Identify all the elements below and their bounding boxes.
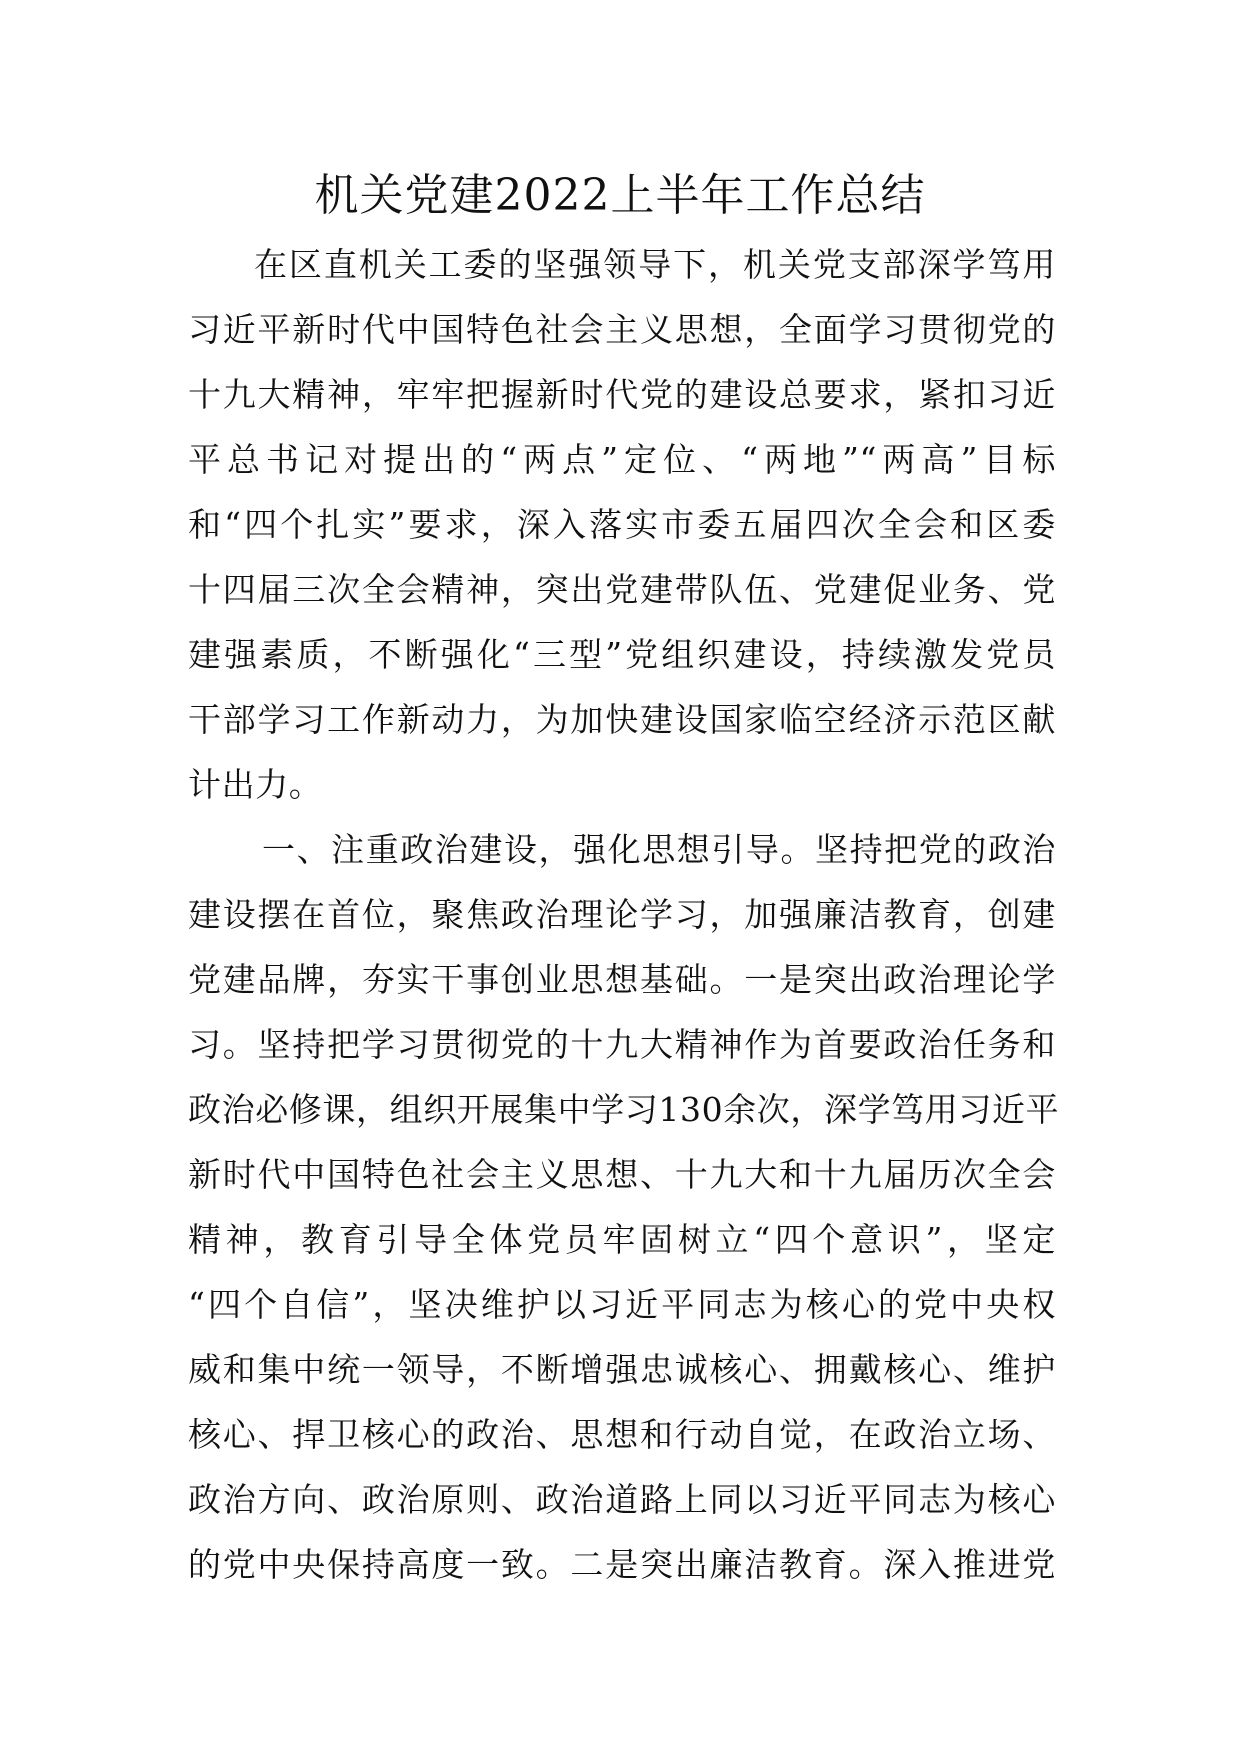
- paragraph-line: 核心、捍卫核心的政治、思想和行动自觉，在政治立场、: [188, 1415, 1056, 1454]
- document-body: [188, 232, 1060, 1597]
- paragraph-line: 威和集中统一领导，不断增强忠诚核心、拥戴核心、维护: [188, 1350, 1056, 1389]
- paragraph-line: 精神，教育引导全体党员牢固树立“四个意识”，坚定: [188, 1220, 1056, 1259]
- paragraph-line: 十四届三次全会精神，突出党建带队伍、党建促业务、党: [188, 570, 1056, 609]
- paragraph-line: 十九大精神，牢牢把握新时代党的建设总要求，紧扣习近: [188, 375, 1056, 414]
- paragraph-line: 党建品牌，夯实干事创业思想基础。一是突出政治理论学: [188, 960, 1056, 999]
- paragraph-line: 政治方向、政治原则、政治道路上同以习近平同志为核心: [188, 1480, 1056, 1519]
- paragraph-line: 建强素质，不断强化“三型”党组织建设，持续激发党员: [188, 635, 1056, 674]
- paragraph-line: 一、注重政治建设，强化思想引导。坚持把党的政治: [262, 830, 1056, 869]
- paragraph-line: 和“四个扎实”要求，深入落实市委五届四次全会和区委: [188, 505, 1056, 544]
- paragraph-line: 在区直机关工委的坚强领导下，机关党支部深学笃用: [254, 245, 1056, 284]
- paragraph-line: 平总书记对提出的“两点”定位、“两地”“两高”目标: [188, 440, 1056, 479]
- paragraph-line: 新时代中国特色社会主义思想、十九大和十九届历次全会: [188, 1155, 1056, 1194]
- document-title: 机关党建2022上半年工作总结: [314, 170, 926, 221]
- paragraph-line: 计出力。: [188, 765, 323, 804]
- paragraph-line: 政治必修课，组织开展集中学习130余次，深学笃用习近平: [188, 1090, 1060, 1129]
- paragraph-line: “四个自信”，坚决维护以习近平同志为核心的党中央权: [188, 1285, 1056, 1324]
- paragraph-line: 干部学习工作新动力，为加快建设国家临空经济示范区献: [188, 700, 1056, 739]
- paragraph-line: 习。坚持把学习贯彻党的十九大精神作为首要政治任务和: [188, 1025, 1056, 1064]
- paragraph-line: 习近平新时代中国特色社会主义思想，全面学习贯彻党的: [188, 310, 1056, 349]
- paragraph-line: 的党中央保持高度一致。二是突出廉洁教育。深入推进党: [188, 1545, 1056, 1584]
- paragraph-line: 建设摆在首位，聚焦政治理论学习，加强廉洁教育，创建: [188, 895, 1056, 934]
